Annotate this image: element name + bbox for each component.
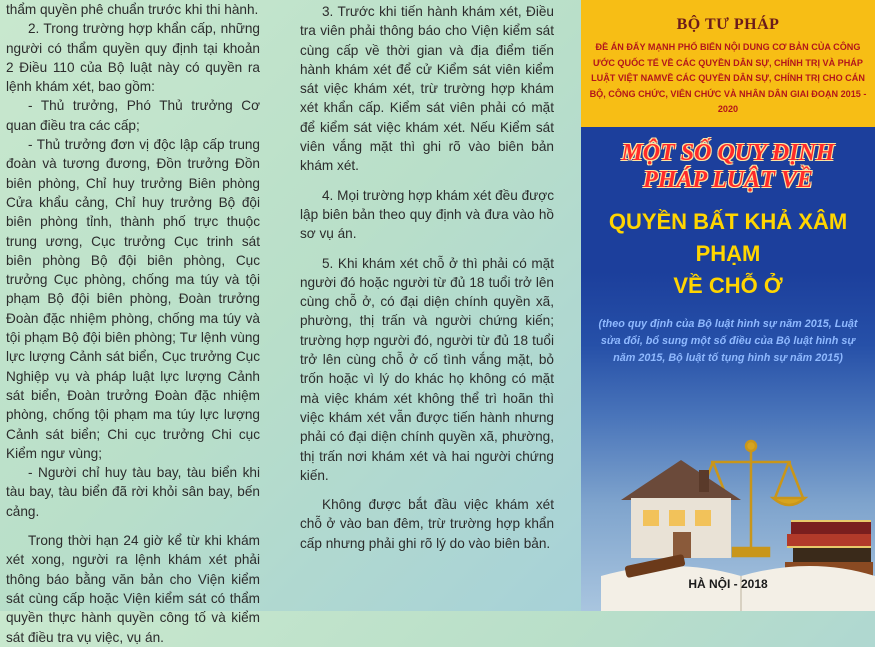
cover-panel (581, 0, 875, 611)
middle-text-column (300, 2, 554, 613)
paragraph: 2. Trong trường hợp khẩn cấp, những người có thẩm quyền quy định tại khoản 2 Điều 110 của Bộ luật này có quyền ra lệnh khám xét, bao gồm: (6, 21, 260, 95)
cover-header (581, 0, 875, 127)
paragraph: 3. Trước khi tiến hành khám xét, Điều tra viên phải thông báo cho Viện kiểm sát cùng cấp về thời gian và địa điểm tiến hành khám xét để cử Kiểm sát viên kiểm sát việc khám xét, trừ trường hợp khám xét khẩn cấp. Kiểm sát viên phải có mặt để kiểm sát việc khám xét. Nếu Kiểm sát viên vắng mặt thì ghi rõ vào biên bản khám xét. (300, 4, 554, 174)
paragraph: - Thủ trưởng đơn vị độc lập cấp trung đoàn và tương đương, Đồn trưởng Đồn biên phòng, Chỉ huy trưởng Biên phòng Cửa khẩu cảng, Chỉ huy trưởng Bộ đội biên phòng tỉnh, thành phố trực thuộc trung ương, Cục trưởng Cục trinh sát biên phòng Bộ đội biên phòng, Cục trưởng Cục phòng, chống ma túy và tội phạm Bộ đội biên phòng, Đoàn trưởng Đoàn đặc nhiệm phòng, chống ma túy và tội phạm Bộ đội biên phòng; Tư lệnh vùng lực lượng Cảnh sát biển, Cục trưởng Cục Nghiệp vụ và pháp luật lực lượng Cảnh sát biển, Đoàn trưởng Đoàn đặc nhiệm phòng, chống tội phạm ma túy lực lượng Cảnh sát biển; Chi cục trưởng Chi cục Kiểm ngư vùng; (6, 137, 260, 461)
paragraph: thẩm quyền phê chuẩn trước khi thi hành. (6, 2, 259, 17)
paragraph: Trong thời hạn 24 giờ kể từ khi khám xét xong, người ra lệnh khám xét phải thông báo bằng văn bản cho Viện kiểm sát cùng cấp hoặc Viện kiểm sát có thẩm quyền thực hành quyền công tố và kiểm sát điều tra vụ việc, vụ án. (6, 533, 260, 645)
paragraph: 4. Mọi trường hợp khám xét đều được lập biên bản theo quy định và đưa vào hồ sơ vụ án. (300, 187, 554, 242)
paragraph: Không được bắt đầu việc khám xét chỗ ở vào ban đêm, trừ trường hợp khẩn cấp nhưng phải ghi rõ lý do vào biên bản. (300, 497, 554, 551)
project-title: ĐỀ ÁN ĐẨY MẠNH PHỔ BIẾN NỘI DUNG CƠ BẢN CỦA CÔNG ƯỚC QUỐC TẾ VỀ CÁC QUYỀN DÂN SỰ, CHÍNH TRỊ VÀ PHÁP LUẬT VIỆT NAMVỀ CÁC QUYỀN DÂN SỰ, CHÍNH TRỊ CHO CÁN BỘ, CÔNG CHỨC, VIÊN CHỨC VÀ NHÂN DÂN GIAI ĐOẠN 2015 - 2020 (589, 42, 867, 115)
title-line-1: MỘT SỐ QUY ĐỊNH (621, 140, 835, 166)
left-text-column (6, 0, 260, 645)
house-icon (621, 460, 741, 558)
paragraph: 5. Khi khám xét chỗ ở thì phải có mặt người đó hoặc người từ đủ 18 tuổi trở lên cùng chỗ ở, có đại diện chính quyền xã, phường, thị trấn và người chứng kiến; trường hợp người đó, người từ đủ 18 tuổi trở lên cùng chỗ ở cố tình vắng mặt, bỏ trốn hoặc vì lý do khác họ không có mặt mà việc khám xét không thể trì hoãn thì việc khám xét vẫn được tiến hành nhưng phải có đại diện chính quyền xã, phường, thị trấn nơi khám xét và hai người chứng kiến. (300, 255, 554, 483)
title-line-3: QUYỀN BẤT KHẢ XÂM PHẠM (608, 209, 848, 266)
cover-footer: HÀ NỘI - 2018 (688, 577, 768, 591)
paragraph: - Người chỉ huy tàu bay, tàu biển khi tàu bay, tàu biển đã rời khỏi sân bay, bến cảng. (6, 465, 260, 519)
cover-subtitle: (theo quy định của Bộ luật hình sự năm 2015, Luật sửa đổi, bổ sung một số điều của Bộ luật hình sự năm 2015, Bộ luật tố tụng hình sự năm 2015) (598, 318, 858, 364)
title-line-4: VỀ CHỖ Ở (673, 273, 783, 298)
paragraph: - Thủ trưởng, Phó Thủ trưởng Cơ quan điều tra các cấp; (6, 98, 260, 133)
title-line-2: PHÁP LUẬT VỀ (643, 167, 813, 193)
ministry-name: BỘ TƯ PHÁP (676, 16, 780, 33)
